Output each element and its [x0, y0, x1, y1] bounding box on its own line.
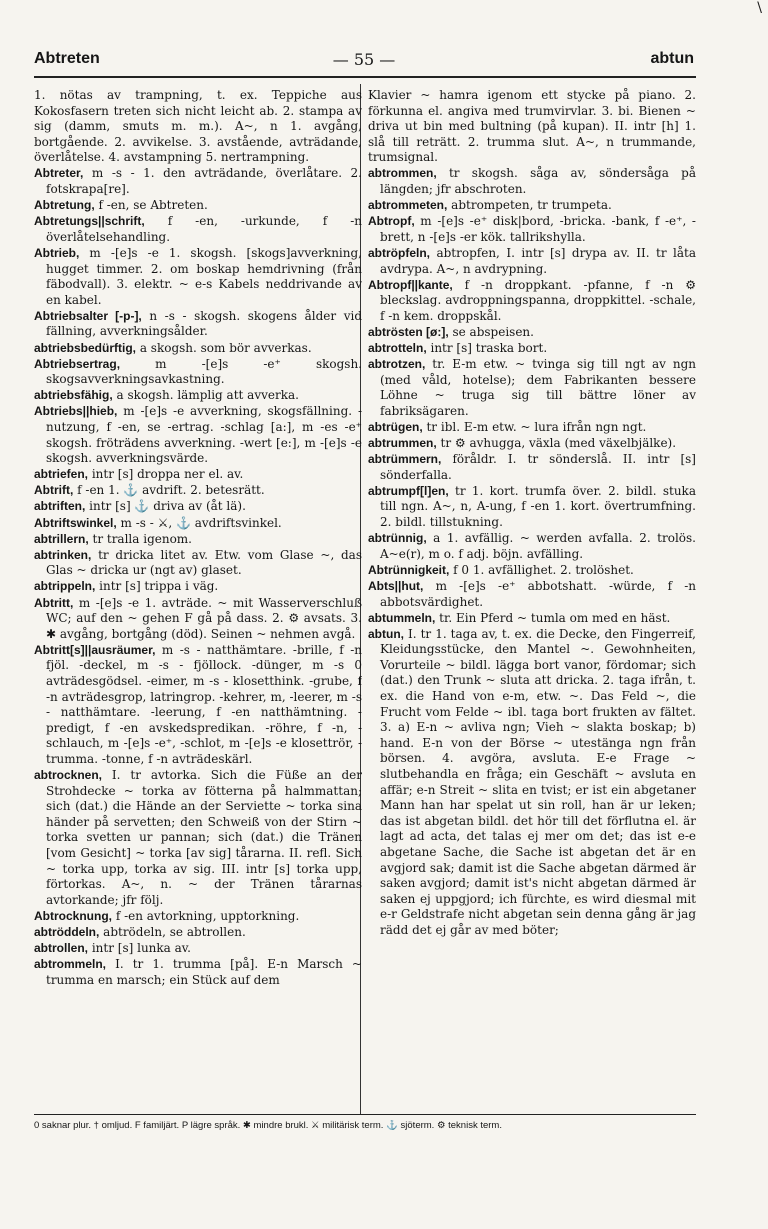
- abbreviation-legend: 0 saknar plur. † omljud. F familjärt. P lägre språk. ✱ mindre brukl. ⚔ militärisk term. ⚓ sjöterm. ⚙ teknisk term.: [34, 1120, 502, 1131]
- entry: abtrünnig, a 1. avfällig. ~ werden avfalla. 2. trolös. A~e(r), m o. f adj. böjn. avfälling.: [368, 531, 696, 561]
- footer-rule: [34, 1114, 696, 1115]
- entry: abtrommeten, abtrompeten, tr trumpeta.: [368, 198, 612, 213]
- entry: abtrümmern, föråldr. I. tr sönderslå. II. intr [s] sönderfalla.: [368, 452, 696, 482]
- entry: abtriebsfähig, a skogsh. lämplig att avverka.: [34, 388, 299, 403]
- header-last-entry: abtun: [650, 50, 694, 67]
- entry: Abtriebsalter [-p-], n -s - skogsh. skogens ålder vid fällning, avverkningsålder.: [34, 308, 362, 339]
- entry: abtrinken, tr dricka litet av. Etw. vom Glase ~, das Glas ~ dricka ur (ngt av) glaset.: [34, 547, 362, 578]
- entry: abtrillern, tr tralla igenom.: [34, 531, 192, 546]
- corner-mark: \: [757, 0, 762, 16]
- entry: Abtrift, f -en 1. ⚓ avdrift. 2. betesrätt.: [34, 483, 265, 498]
- entry: Abtreter, m -s - 1. den avträdande, överlåtare. 2. fotskrapa[re].: [34, 166, 362, 197]
- entry: Abtretungs||schrift, f -en, -urkunde, f -n överlåtelsehandling.: [34, 214, 362, 244]
- header-rule: [34, 76, 696, 78]
- page-number: — 55 —: [332, 50, 396, 69]
- entry: Abtriftswinkel, m -s - ⚔, ⚓ avdriftsvinkel.: [34, 515, 282, 530]
- entry: 1. nötas av trampning, t. ex. Teppiche aus Kokosfasern treten sich nicht leicht ab. 2. stampa av sig (damm, smuts m. m.). A~, n 1. avgång, bortgående. 2. avvikelse. 3. avstående, avträdande, överlåtelse. 4. avstampning 5. nertrampning.: [34, 88, 362, 165]
- entry: abtrotzen, tr. E-m etw. ~ tvinga sig till ngt av ngn (med våld, hotelse); dem Fabrikanten bessere Löhne ~ truga sig till bättre löner av fabriksägaren.: [368, 357, 696, 418]
- entry: abtröddeln, abtrödeln, se abtrollen.: [34, 924, 246, 939]
- entry: Abtriebsertrag, m -[e]s -e⁺ skogsh. skogsavverkningsavkastning.: [34, 356, 362, 387]
- entry: abtrumpf[l]en, tr 1. kort. trumfa över. 2. bildl. stuka till ngn. A~, n, A-ung, f -en 1. kort. övertrumfning. 2. bildl. tillstukning.: [368, 483, 696, 530]
- entry: abtrollen, intr [s] lunka av.: [34, 941, 191, 956]
- entry: Klavier ~ hamra igenom ett stycke på piano. 2. förkunna el. angiva med trumvirvlar. 3. bi. Bienen ~ driva ut bin med bultning (på kupan). II. intr [h] 1. slå till reträtt. 2. trumma slut. A~, n trummande, trumsignal.: [368, 88, 696, 165]
- entry: Abts||hut, m -[e]s -e⁺ abbotshatt. -würde, f -n abbotsvärdighet.: [368, 578, 696, 609]
- entry: abtrummen, tr ⚙ avhugga, växla (med växelbjälke).: [368, 436, 677, 451]
- left-column: [34, 88, 362, 1108]
- entry: Abtropf, m -[e]s -e⁺ disk|bord, -bricka. -bank, f -e⁺, -brett, n -[e]s -er kök. tallrikshylla.: [368, 214, 696, 244]
- header-first-entry: Abtreten: [34, 50, 100, 67]
- entry: abtriebsbedürftig, a skogsh. som bör avverkas.: [34, 340, 312, 355]
- entry: abtröpfeln, abtropfen, I. intr [s] drypa av. II. tr låta avdrypa. A~, n avdrypning.: [368, 245, 696, 276]
- entry: Abtrocknung, f -en avtorkning, upptorkning.: [34, 908, 300, 923]
- entry: abtrommen, tr skogsh. såga av, söndersåga på längden; jfr abschroten.: [368, 166, 696, 197]
- right-column: [368, 88, 696, 1108]
- entry: abtun, I. tr 1. taga av, t. ex. die Decke, den Fingerreif, Kleidungsstücke, den Mantel ~. Gewohnheiten, Vorurteile ~ bildl. lägga bort vanor, fördomar; sich (dat.) den Trunk ~ sluta att dricka. 2. taga ifrån, t. ex. die Hand von e-m, etw. ~. Das Feld ~, die Frucht vom Felde ~ ibl. taga bort frukten av fältet. 3. a) E-n ~ avliva ngn; Vieh ~ slakta boskap; b) hand. E-n von der Börse ~ utestänga ngn från börsen. 4. avgöra, avsluta. E-e Frage ~ slutbehandla en fråga; ein Geschäft ~ avsluta en affär; e-n Streit ~ slita en tvist; er ist ein abgetaner Mann han har spelat ut sin roll, han är ur leken; das ist abgetan bildl. det hör till det förflutna el. är lagt ad acta, det talas ej mer om det; das ist e-e abgetane Sache, die Sache ist abgetan det är en avgjord sak; damit ist die Sache abgetan därmed är saken avgjord; damit ist's nicht abgetan därmed är saken ej uppgjord; ich fürchte, es wird diesmal mit e-r Geldstrafe nicht abgetan sein denna gång är jag rädd det ej går av med böter;: [368, 626, 696, 937]
- entry: Abtrieb, m -[e]s -e 1. skogsh. [skogs]avverkning, hugget timmer. 2. om boskap hemdrivning (från fäbodvall). 3. elektr. ~ e-s Kabels neddrivande av en kabel.: [34, 245, 362, 307]
- entry: abtummeln, tr. Ein Pferd ~ tumla om med en häst.: [368, 610, 671, 625]
- entry: Abtritt, m -[e]s -e 1. avträde. ~ mit Wasserverschluß WC; auf den ~ gehen F gå på dass. 2. ⚙ avsats. 3. ✱ avgång, bortgång (död). Seinen ~ nehmen avgå.: [34, 595, 362, 641]
- entry: Abtrünnigkeit, f 0 1. avfällighet. 2. trolöshet.: [368, 562, 634, 577]
- entry: Abtretung, f -en, se Abtreten.: [34, 198, 208, 213]
- entry: abtrippeln, intr [s] trippa i väg.: [34, 579, 219, 594]
- entry: abtrocknen, I. tr avtorka. Sich die Füße an der Strohdecke ~ torka av fötterna på halmmattan; sich (dat.) die Hände an der Serviette ~ torka sina händer på servetten; den Schweiß von der Stirn ~ torka svetten ur pannan; sich (dat.) die Tränen [vom Gesicht] ~ torka [av sig] tårarna. II. refl. Sich ~ torka upp, torka av sig. III. intr [s] torka upp, förtorkas. A~, n. ~ der Tränen tårarnas avtorkande; jfr följ.: [34, 768, 362, 907]
- page-header: [34, 50, 694, 74]
- entry: Abtritt[s]||ausräumer, m -s - natthämtare. -brille, f -n fjöl. -deckel, m -s - fjöllock. -dünger, m -s 0 avträdesgödsel. -eimer, m -s - klosetthink. -grube, f -n avträdesgrop, latringrop. -kehrer, m, -leerer, m -s - natthämtare. -leerung, f -en natthämtning. -predigt, f -en avskedspredikan. -röhre, f -n, -schlauch, m -[e]s -e⁺, -schlot, m -[e]s -e klosettrör, -trumma. -tonne, f -n avträdeskärl.: [34, 642, 362, 766]
- entry: abtrommeln, I. tr 1. trumma [på]. E-n Marsch ~ trumma en marsch; ein Stück auf dem: [34, 957, 362, 987]
- entry: Abtriebs||hieb, m -[e]s -e avverkning, skogsfällning. -nutzung, f -en, se -ertrag. -schlag [a:], m -es -e⁺ skogsh. fröträdens avverkning. -wert [e:], m -[e]s -e skogsh. avverkningsvärde.: [34, 404, 362, 466]
- entry: abtrotteln, intr [s] traska bort.: [368, 341, 548, 355]
- entry: abtrösten [ø:], se abspeisen.: [368, 324, 534, 339]
- entry: abtrügen, tr ibl. E-m etw. ~ lura ifrån ngn ngt.: [368, 419, 647, 434]
- entry: Abtropf||kante, f -n droppkant. -pfanne, f -n ⚙ bleckslag. avdroppningspanna, droppkittel. -schale, f -n kem. droppskål.: [368, 277, 696, 323]
- entry: abtriften, intr [s] ⚓ driva av (åt lä).: [34, 499, 246, 514]
- entry: abtriefen, intr [s] droppa ner el. av.: [34, 467, 244, 482]
